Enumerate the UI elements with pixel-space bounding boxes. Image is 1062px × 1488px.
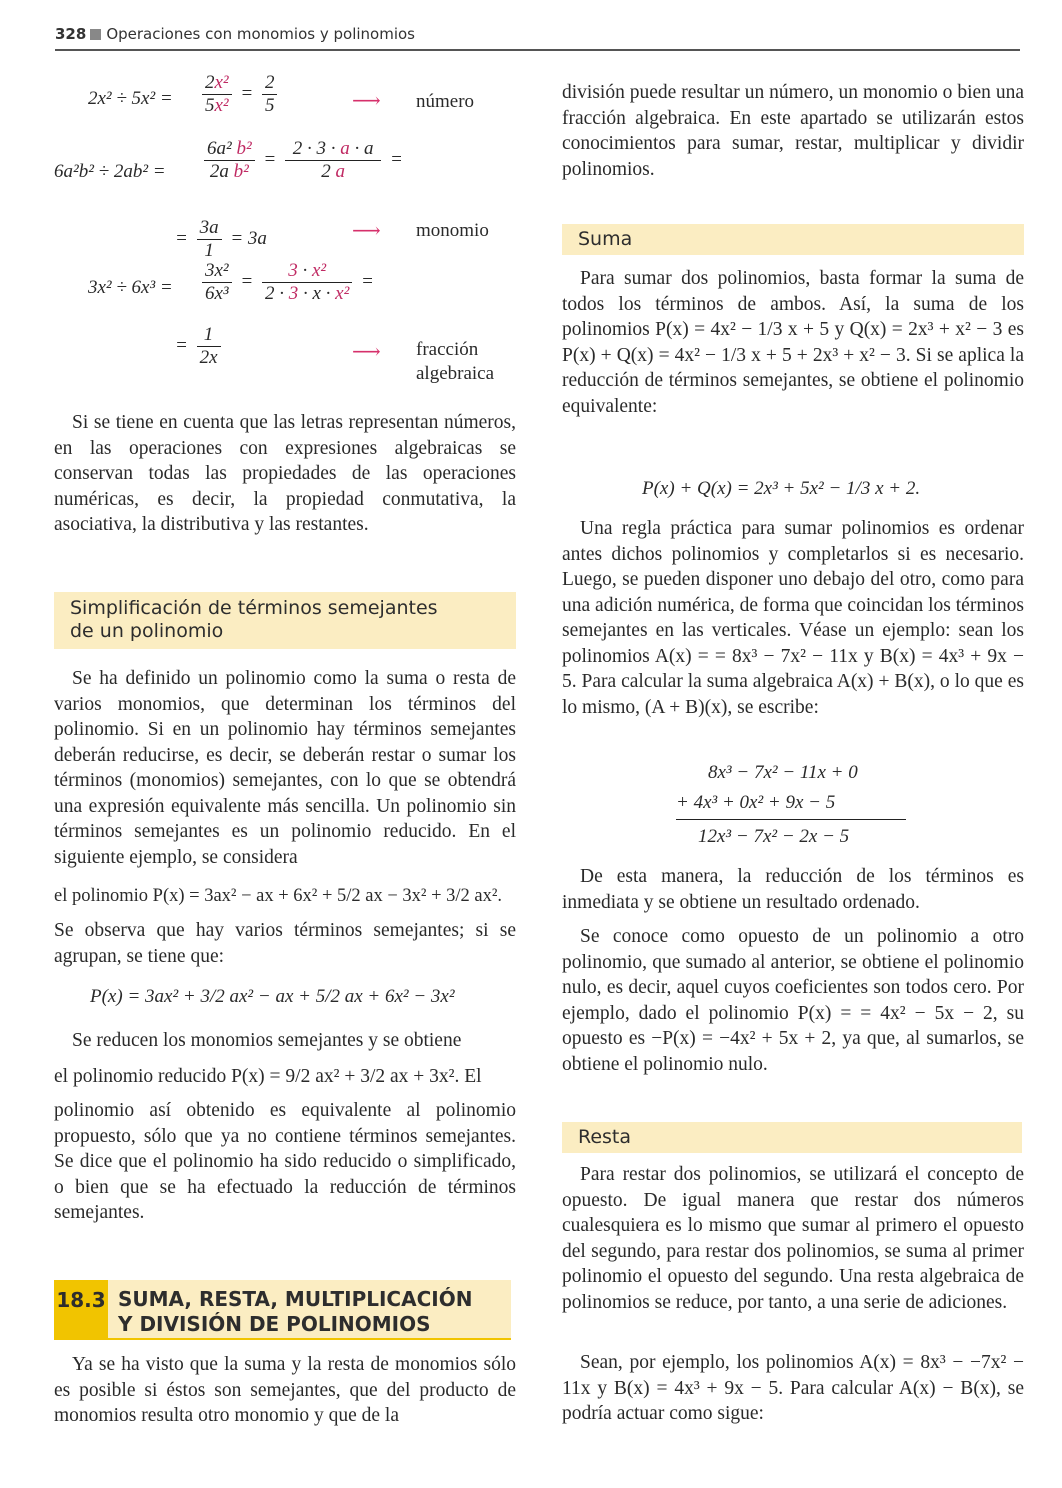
suma-paragraph-4: Se conoce como opuesto de un polinomio a otro polinomio, que sumado al anterior, se obtiene el polinomio nulo, es decir, aquel cuyos coeficientes son todos cero. Por ejemplo, dado el polinomio P(x) = = 4x² − 5x − 2, su opuesto es −P(x) = −4x² + 5x + 2, ya que, al sumarlos, se obtiene el polinomio nulo. <box>562 926 1024 1075</box>
grouped-equation: P(x) = 3ax² + 3/2 ax² − ax + 5/2 ax + 6x² − 3x² <box>90 986 455 1007</box>
page-number: 328 <box>55 25 87 43</box>
section-heading <box>54 1280 511 1340</box>
resta-paragraph-2: Sean, por ejemplo, los polinomios A(x) = 8x³ − −7x² − 11x y B(x) = 4x³ + 9x − 5. Para calcular A(x) − B(x), se podría actuar como sigue: <box>562 1352 1024 1424</box>
suma-equation: P(x) + Q(x) = 2x³ + 5x² − 1/3 x + 2. <box>642 478 921 499</box>
section-title: SUMA, RESTA, MULTIPLICACIÓN Y DIVISIÓN DE POLINOMIOS <box>118 1287 473 1336</box>
reduction-paragraph: Se reducen los monomios semejantes y se obtiene <box>72 1030 462 1051</box>
example-2-label: monomio <box>416 220 489 241</box>
simplification-observation: Se observa que hay varios términos semejantes; si se agrupan, se tiene que: <box>54 920 516 967</box>
arrow-icon: ⟶ <box>352 341 381 363</box>
example-3-label: fracción algebraica <box>416 339 495 384</box>
example-3-result: = $\frac{1}{2x}$ <box>175 324 225 369</box>
suma-paragraph-2: Una regla práctica para sumar polinomios es ordenar antes dichos polinomios y completarlos si es necesario. Luego, se pueden disponer uno debajo del otro, como para una adición numérica, de forma que coincidan los términos semejantes en las verticales. Véase un ejemplo: sean los polinomios A(x) = = 8x³ − 7x² − 11x y B(x) = 4x³ + 9x − 5. Para calcular la suma algebraica A(x) + B(x), o lo que es lo mismo, (A + B)(x), se escribe: <box>562 518 1024 718</box>
sum-row-2: + 4x³ + 0x² + 9x − 5 <box>676 792 836 813</box>
arrow-icon: ⟶ <box>352 90 381 112</box>
polynomial-example: el polinomio P(x) = 3ax² − ax + 6x² + 5/2 ax − 3x² + 3/2 ax². <box>54 886 503 906</box>
simplification-heading: Simplificación de términos semejantes de un polinomio <box>54 592 516 649</box>
section-intro-paragraph: Ya se ha visto que la suma y la resta de monomios sólo es posible si éstos son semejantes, que del producto de monomios resulta otro monomio y que de la <box>54 1354 516 1426</box>
square-bullet-icon <box>90 29 101 40</box>
right-continuation-paragraph: división puede resultar un número, un monomio o bien una fracción algebraica. En este apartado se utilizarán estos conocimientos para sumar, restar, multiplicar y dividir polinomios. <box>562 82 1024 180</box>
reduction-conclusion: polinomio así obtenido es equivalente al polinomio propuesto, sólo que ya no contiene términos semejantes. Se dice que el polinomio ha sido reducido o simplificado, o bien que se ha efectuado la reducción de términos semejantes. <box>54 1100 516 1223</box>
section-number: 18.3 <box>54 1280 108 1338</box>
suma-heading: Suma <box>562 224 1024 255</box>
sum-row-3: 12x³ − 7x² − 2x − 5 <box>698 826 850 847</box>
example-2-fractions: $\frac{\text{6a² b²}}{\text{2a b²}}$ = $\frac{2 \cdot 3 \cdot a \cdot a}{2 a}$ = <box>200 138 403 183</box>
suma-paragraph-3: De esta manera, la reducción de los términos es inmediata y se obtiene un resultado ordenado. <box>562 866 1024 913</box>
simplification-paragraph: Se ha definido un polinomio como la suma o resta de varios monomios, que determinan los términos del polinomio. Si en un polinomio hay términos semejantes deberán reducirse, es decir, se deberán restar o sumar los términos (monomios) semejantes, con lo que se obtendrá una expresión equivalente más sencilla. Un polinomio sin términos semejantes es un polinomio reducido. En el siguiente ejemplo, se considera <box>54 668 516 868</box>
page-header <box>55 25 1020 51</box>
properties-paragraph: Si se tiene en cuenta que las letras representan números, en las operaciones con expresiones algebraicas se conservan todas las propiedades de las operaciones numéricas, es decir, la propiedad conmutativa, la asociativa, la distributiva y las restantes. <box>54 412 516 535</box>
example-2-lhs: 6a²b² ÷ 2ab² = <box>54 161 166 182</box>
sum-row-1: 8x³ − 7x² − 11x + 0 <box>708 762 858 783</box>
example-2-result: = $\frac{3a}{1}$ = 3a <box>175 217 267 261</box>
example-3-fractions: $\frac{\text{3x²}}{\text{6x³}}$ = $\frac{\text{3 · x²}}{\text{2 · 3 · x · x²}}$ = <box>198 260 374 305</box>
example-1-label: número <box>416 91 475 112</box>
example-3-lhs: 3x² ÷ 6x³ = <box>88 277 173 298</box>
suma-paragraph-1: Para sumar dos polinomios, basta formar la suma de todos los términos de ambos. Así, la suma de los polinomios P(x) = 4x² − 1/3 x + 5 y Q(x) = 2x³ + x² − 3 es P(x) + Q(x) = 4x² − 1/3 x + 5 + 2x³ + x² − 3. Si se aplica la reducción de términos semejantes, se obtiene el polinomio equivalente: <box>562 268 1024 417</box>
resta-heading: Resta <box>562 1122 1022 1153</box>
example-1-lhs: 2x² ÷ 5x² = <box>88 88 173 109</box>
sum-divider <box>676 819 906 820</box>
vertical-sum <box>670 762 910 858</box>
resta-paragraph-1: Para restar dos polinomios, se utilizará el concepto de opuesto. De igual manera que restar dos números cualesquiera es lo mismo que sumar al primero el opuesto del segundo, para restar dos polinomios, se suma al primer polinomio el opuesto del segundo. Una resta algebraica de polinomios se reduce, por tanto, a una serie de adiciones. <box>562 1164 1024 1313</box>
example-1-fractions: $\frac{\text{2x²}}{\text{5x²}}$ = $\frac{2}{5}$ <box>198 72 281 117</box>
arrow-icon: ⟶ <box>352 220 381 242</box>
chapter-title: Operaciones con monomios y polinomios <box>106 25 415 43</box>
reduced-polynomial: el polinomio reducido P(x) = 9/2 ax² + 3/2 ax + 3x². El <box>54 1066 482 1087</box>
